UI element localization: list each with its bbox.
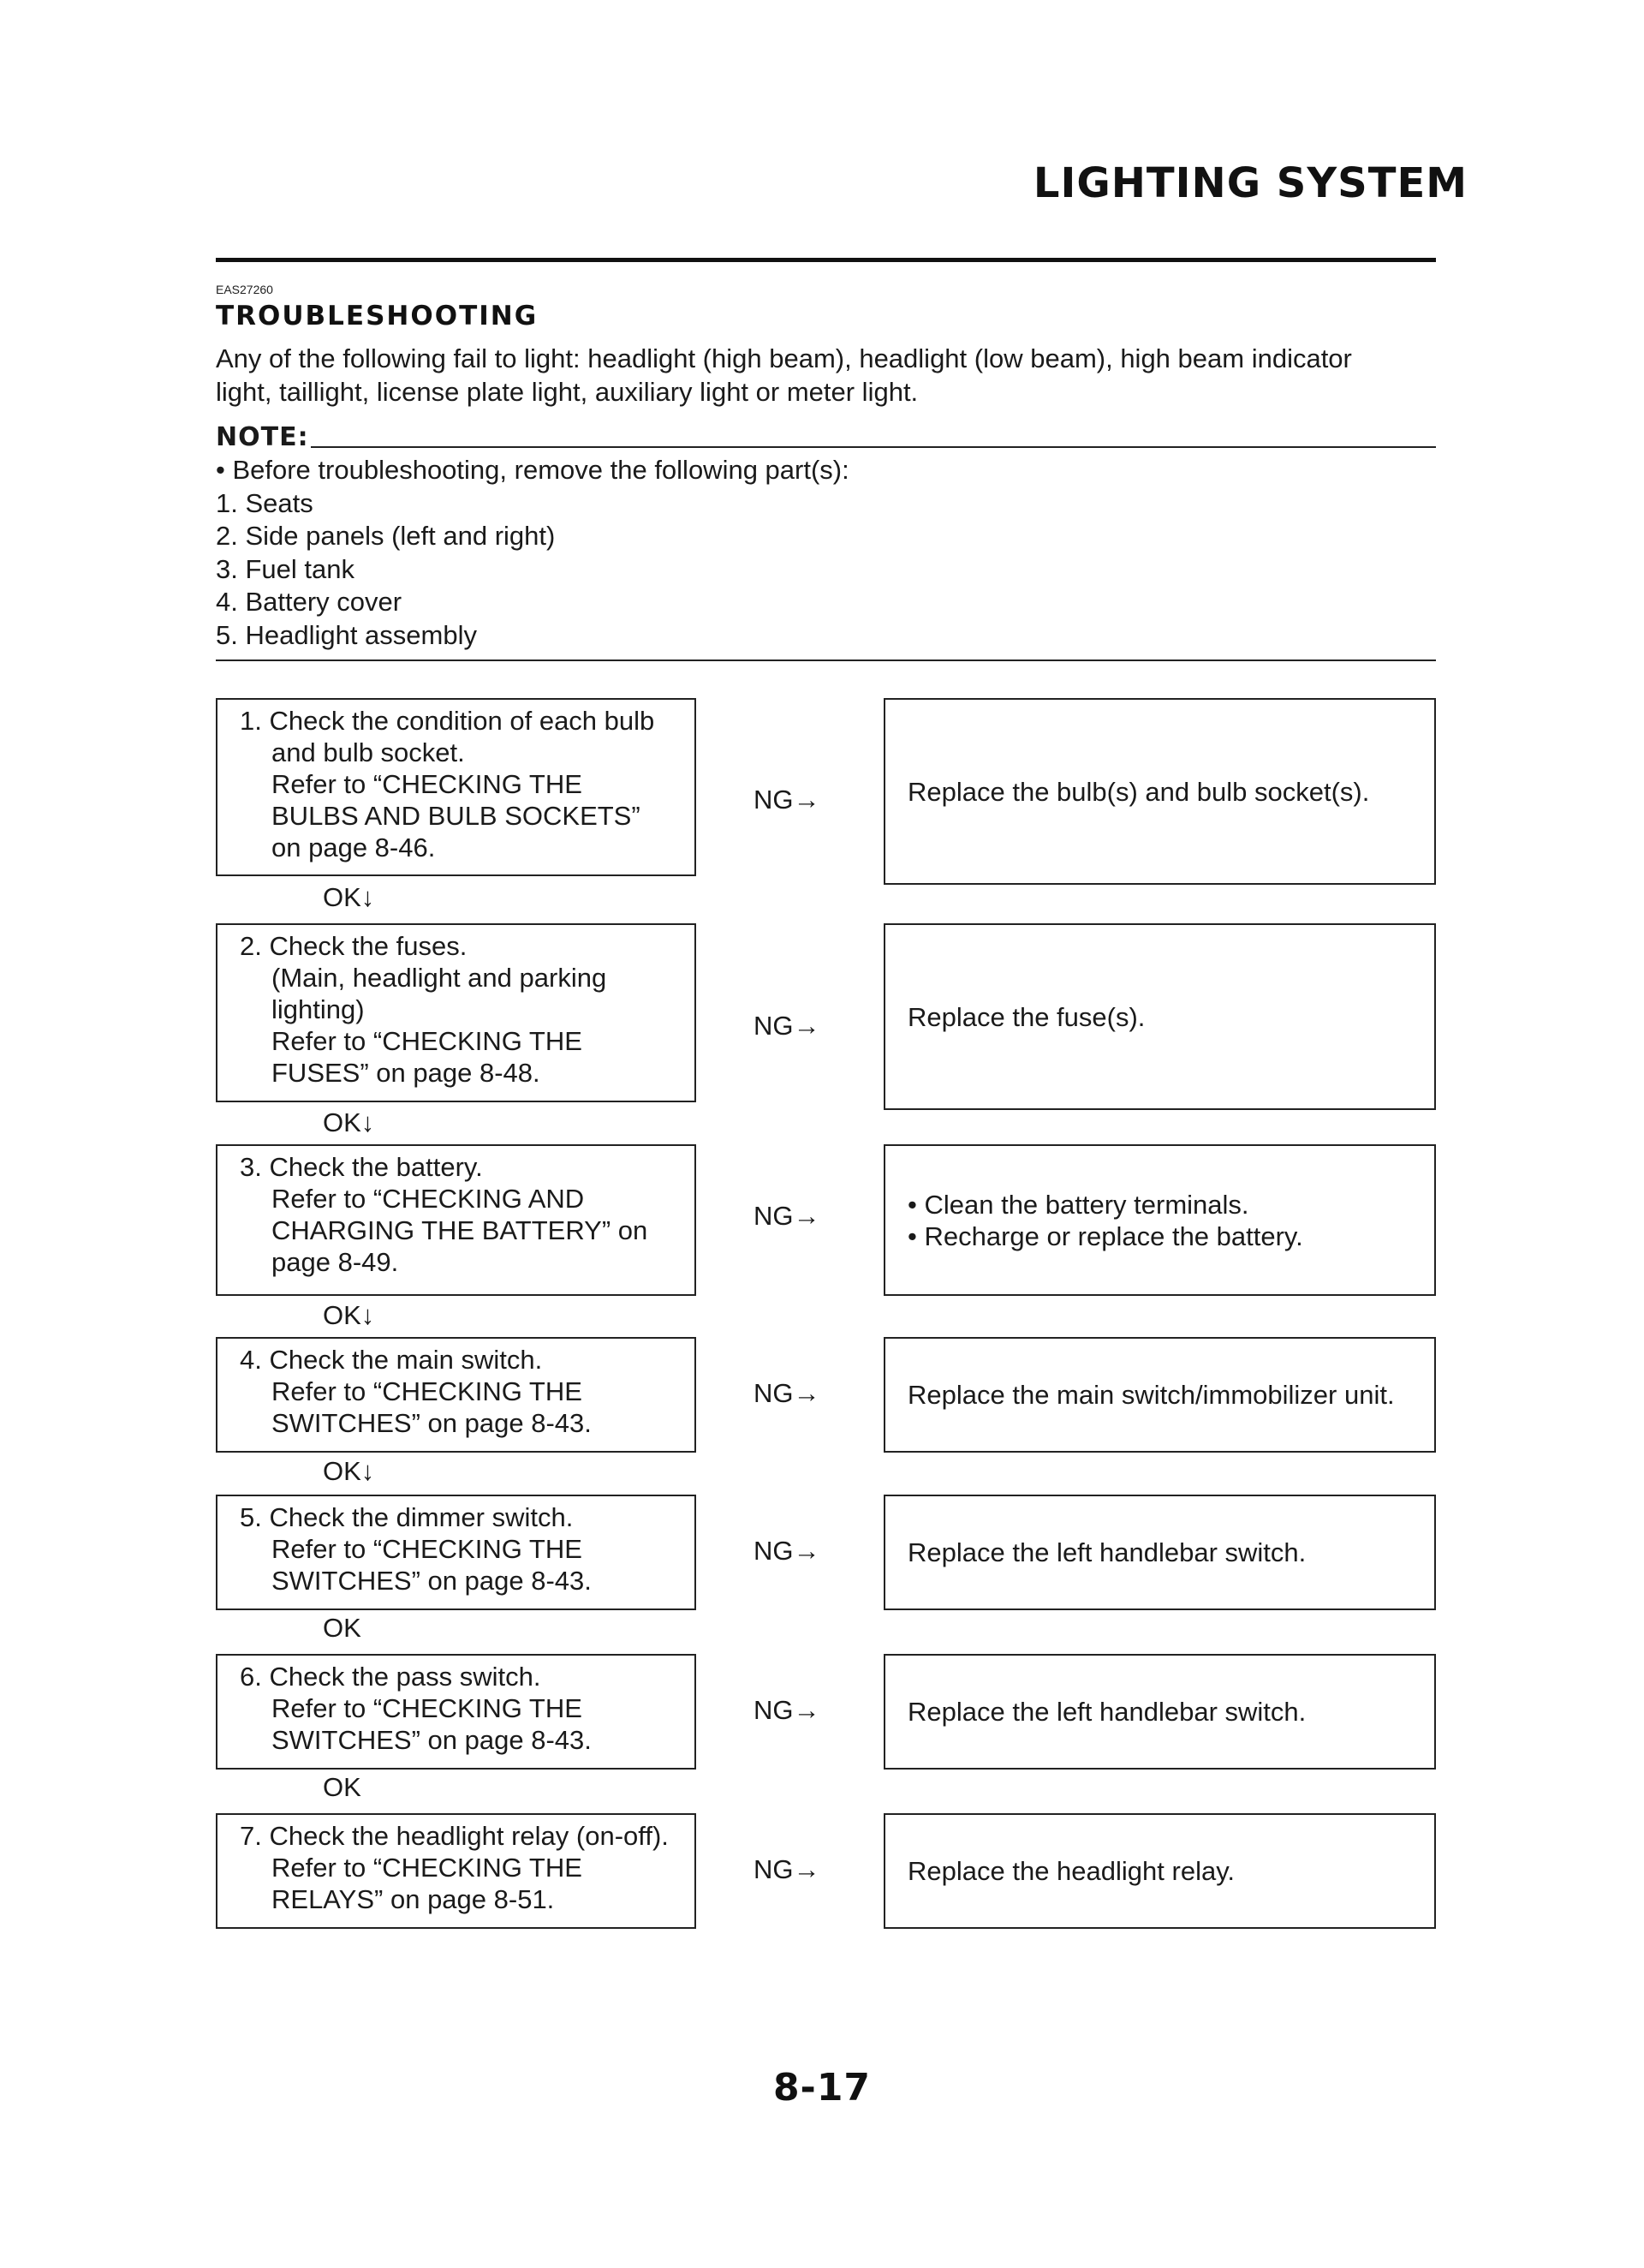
action-box-1 [884, 698, 1436, 885]
ok-label: OK [323, 1772, 361, 1802]
action-box-5 [884, 1495, 1436, 1610]
ok-arrow-label: OK↓ [323, 882, 375, 912]
step-text-line: SWITCHES” on page 8-43. [271, 1566, 592, 1596]
step-box-4 [216, 1337, 696, 1453]
step-text-line: FUSES” on page 8-48. [271, 1058, 540, 1088]
ng-arrow-label: NG→ [754, 785, 820, 815]
action-text: Replace the fuse(s). [908, 1001, 1146, 1032]
page-header-title: LIGHTING SYSTEM [1033, 159, 1468, 207]
action-box-6 [884, 1654, 1436, 1770]
step-text-line: Refer to “CHECKING AND [271, 1184, 585, 1214]
ng-arrow-label: NG→ [754, 1378, 820, 1408]
step-text-line: Refer to “CHECKING THE [271, 1534, 582, 1564]
step-text-line: and bulb socket. [271, 737, 465, 767]
action-text: Replace the main switch/immobilizer unit. [908, 1380, 1395, 1410]
ok-label: OK [323, 1613, 361, 1643]
step-text-line: page 8-49. [271, 1247, 399, 1277]
step-text-line: lighting) [271, 994, 365, 1024]
action-box-4 [884, 1337, 1436, 1453]
step-text-line: Refer to “CHECKING THE [271, 1376, 582, 1406]
ng-arrow-label: NG→ [754, 1695, 820, 1725]
action-text: Replace the bulb(s) and bulb socket(s). [908, 776, 1370, 807]
step-text-line: 1. Check the condition of each bulb [240, 706, 655, 736]
note-body [216, 454, 849, 652]
action-box-3 [884, 1144, 1436, 1296]
section-code: EAS27260 [216, 283, 273, 296]
step-box-6 [216, 1654, 696, 1770]
action-text: Replace the left handlebar switch. [908, 1697, 1307, 1727]
action-text: Replace the left handlebar switch. [908, 1537, 1307, 1567]
step-box-7 [216, 1813, 696, 1929]
action-text: Replace the headlight relay. [908, 1856, 1236, 1886]
step-box-2 [216, 923, 696, 1102]
section-title: TROUBLESHOOTING [216, 301, 539, 331]
note-line: 4. Battery cover [216, 587, 402, 617]
step-box-1 [216, 698, 696, 876]
step-text-line: SWITCHES” on page 8-43. [271, 1408, 592, 1438]
step-text-line: (Main, headlight and parking [271, 963, 607, 993]
note-label: NOTE: [216, 422, 309, 452]
ng-arrow-label: NG→ [754, 1854, 820, 1884]
note-line: 5. Headlight assembly [216, 619, 477, 650]
step-text-line: Refer to “CHECKING THE [271, 769, 582, 799]
step-text-line: Refer to “CHECKING THE [271, 1853, 582, 1883]
step-text-line: Refer to “CHECKING THE [271, 1693, 582, 1723]
note-line: 3. Fuel tank [216, 553, 354, 584]
step-text-line: 5. Check the dimmer switch. [240, 1502, 574, 1532]
action-box-7 [884, 1813, 1436, 1929]
intro-line: Any of the following fail to light: headlight (high beam), headlight (low beam), high beam indicator [216, 343, 1352, 373]
step-text-line: SWITCHES” on page 8-43. [271, 1725, 592, 1755]
note-line: • Before troubleshooting, remove the following part(s): [216, 455, 849, 485]
page-number: 8-17 [772, 2066, 872, 2110]
step-text-line: RELAYS” on page 8-51. [271, 1884, 555, 1914]
step-text-line: Refer to “CHECKING THE [271, 1026, 582, 1056]
ng-arrow-label: NG→ [754, 1536, 820, 1566]
step-box-3 [216, 1144, 696, 1296]
note-line: 2. Side panels (left and right) [216, 521, 556, 551]
intro-line: light, taillight, license plate light, auxiliary light or meter light. [216, 377, 919, 407]
ok-arrow-label: OK↓ [323, 1456, 375, 1486]
step-text-line: BULBS AND BULB SOCKETS” [271, 801, 640, 831]
header-divider [216, 258, 1436, 262]
ng-arrow-label: NG→ [754, 1201, 820, 1231]
ng-arrow-label: NG→ [754, 1011, 820, 1041]
step-text-line: 3. Check the battery. [240, 1152, 483, 1182]
step-box-5 [216, 1495, 696, 1610]
step-text-line: 6. Check the pass switch. [240, 1662, 541, 1692]
ok-arrow-label: OK↓ [323, 1107, 375, 1137]
step-text-line: 4. Check the main switch. [240, 1345, 543, 1375]
step-text-line: 7. Check the headlight relay (on-off). [240, 1821, 669, 1851]
action-bullet: • Clean the battery terminals. [908, 1189, 1249, 1220]
note-rule-line [311, 446, 1436, 448]
step-text-line: 2. Check the fuses. [240, 931, 468, 961]
section-intro [216, 342, 1436, 409]
step-text-line: on page 8-46. [271, 833, 436, 862]
note-line: 1. Seats [216, 487, 313, 518]
action-box-2 [884, 923, 1436, 1110]
action-bullet: • Recharge or replace the battery. [908, 1221, 1303, 1251]
note-header [216, 419, 1436, 451]
step-text-line: CHARGING THE BATTERY” on [271, 1215, 648, 1245]
note-bottom-rule [216, 660, 1436, 661]
ok-arrow-label: OK↓ [323, 1300, 375, 1330]
